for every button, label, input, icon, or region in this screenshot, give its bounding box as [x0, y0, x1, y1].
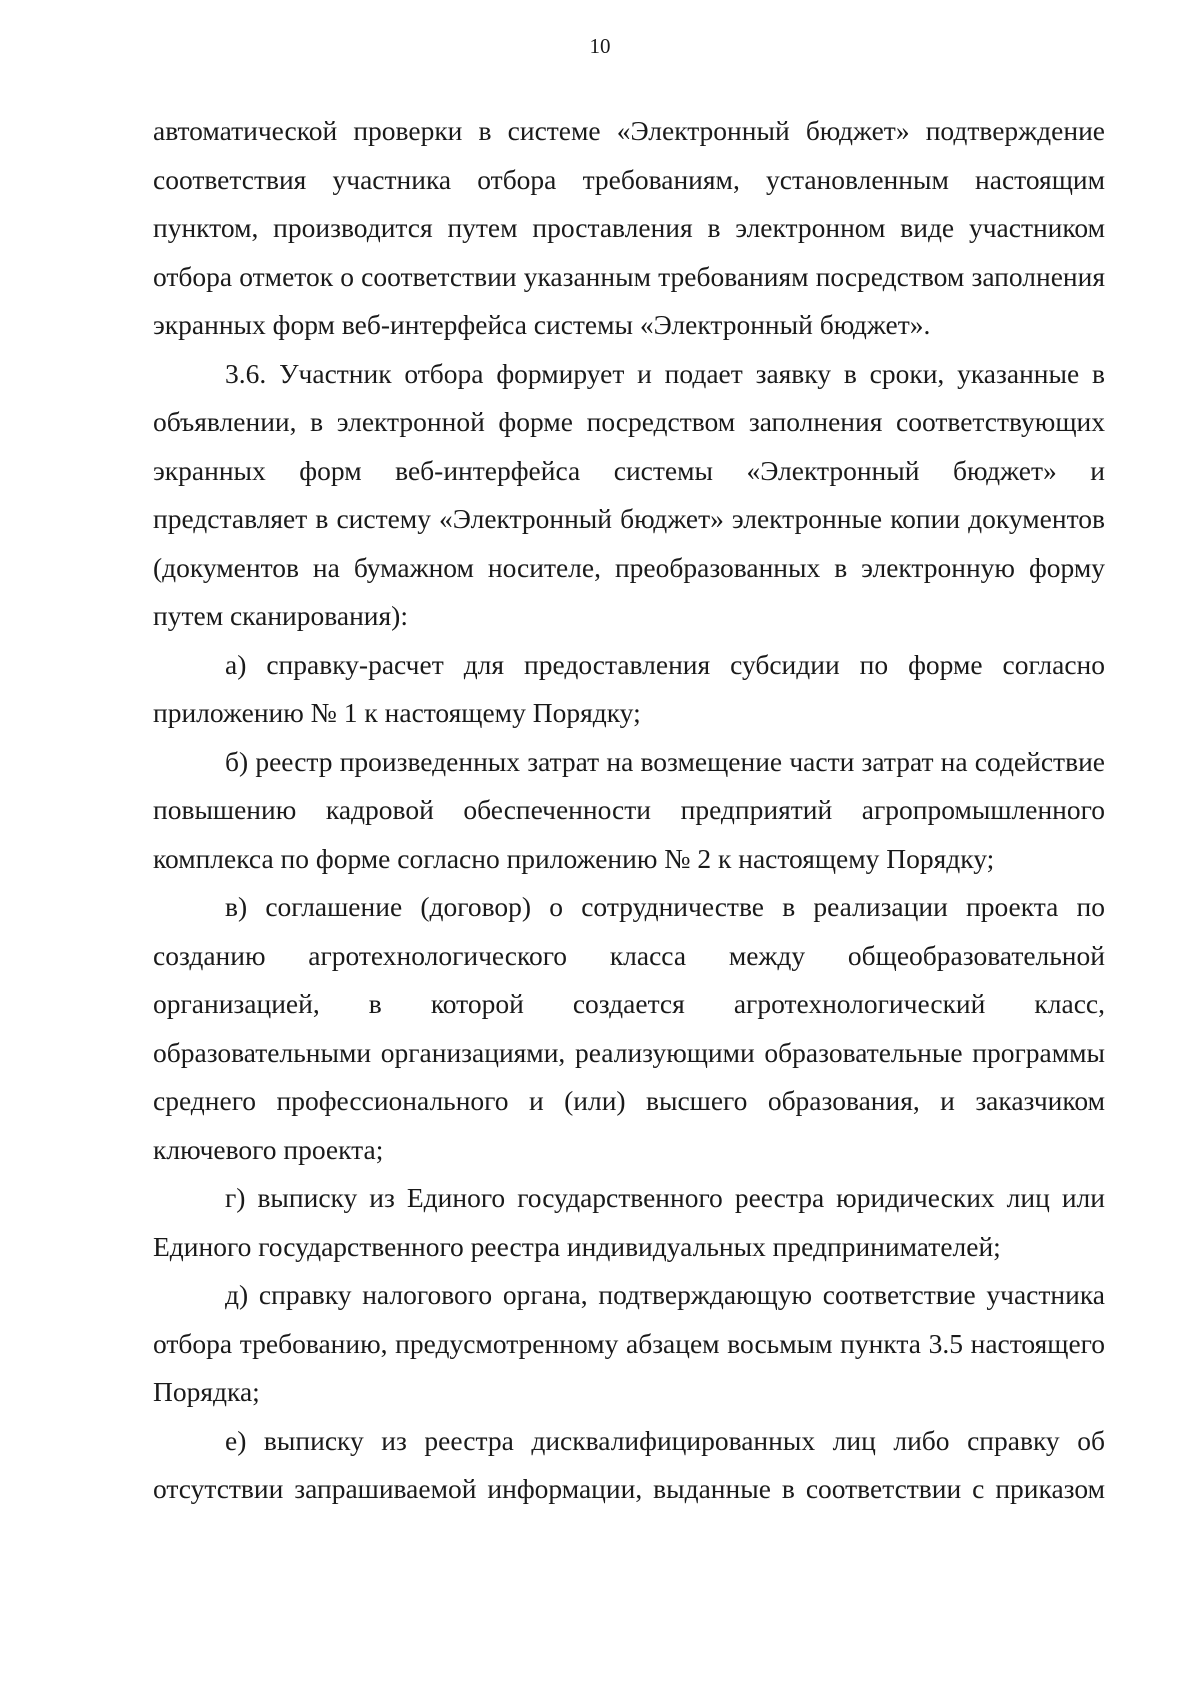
list-item-v: в) соглашение (договор) о сотрудничестве в реализации проекта по созданию агротехнологического класса между общеобразовательной организацией, в которой создается агротехнологический класс, образовательными организациями, реализующими образовательные программы среднего профессионального и (или) высшего образования, и заказчиком ключевого проекта;: [153, 891, 1105, 1165]
page-number: 10: [589, 34, 611, 58]
list-item-d: д) справку налогового органа, подтверждающую соответствие участника отбора требованию, предусмотренному абзацем восьмым пункта 3.5 настоящего Порядка;: [153, 1279, 1105, 1407]
list-item-e: е) выписку из реестра дисквалифицированных лиц либо справку об отсутствии запрашиваемой информации, выданные в соответствии с приказом: [153, 1424, 1105, 1504]
paragraph-3-6: 3.6. Участник отбора формирует и подает заявку в сроки, указанные в объявлении, в электронной форме посредством заполнения соответствующих экранных форм веб-интерфейса системы «Электронный бюджет» и представляет в систему «Электронный бюджет» электронные копии документов (документов на бумажном носителе, преобразованных в электронную форму путем сканирования):: [153, 357, 1105, 631]
list-item-a: а) справку-расчет для предоставления субсидии по форме согласно приложению № 1 к настоящему Порядку;: [153, 648, 1105, 728]
document-body: [153, 107, 1105, 1514]
list-item-g: г) выписку из Единого государственного реестра юридических лиц или Единого государственного реестра индивидуальных предпринимателей;: [153, 1182, 1105, 1262]
list-item-b: б) реестр произведенных затрат на возмещение части затрат на содействие повышению кадровой обеспеченности предприятий агропромышленного комплекса по форме согласно приложению № 2 к настоящему Порядку;: [153, 745, 1105, 874]
paragraph-continuation: автоматической проверки в системе «Электронный бюджет» подтверждение соответствия участника отбора требованиям, установленным настоящим пунктом, производится путем проставления в электронном виде участником отбора отметок о соответствии указанным требованиям посредством заполнения экранных форм веб-интерфейса системы «Электронный бюджет».: [153, 115, 1105, 340]
